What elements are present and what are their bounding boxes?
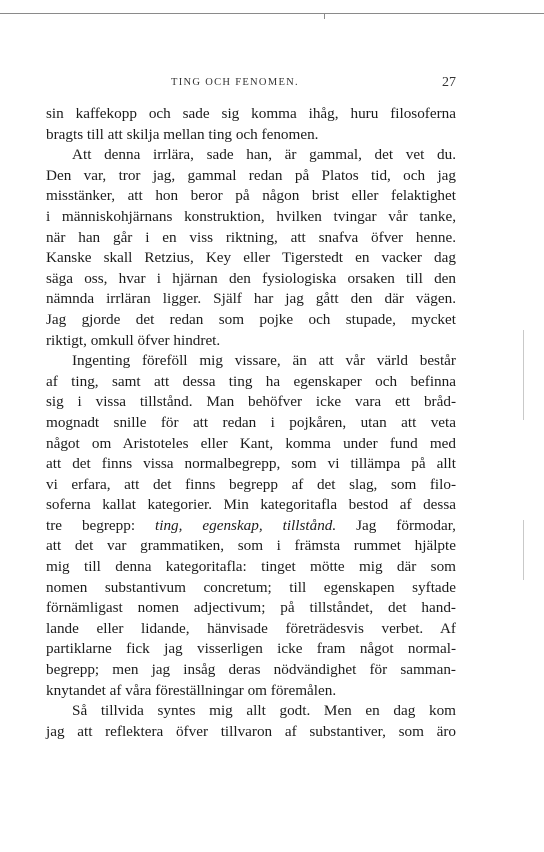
text-line: att det finns vissa normalbegrepp, som vi tillämpa på allt <box>46 455 456 473</box>
text-line: vi erfara, att det finns begrepp af det slag, som filo- <box>46 475 456 493</box>
text-span: tre begrepp: <box>46 516 156 534</box>
text-span: Jag förmodar, <box>336 516 456 534</box>
text-line: när han går i en viss riktning, att snafva öfver henne. <box>46 228 456 246</box>
text-line: mig till denna kategoritafla: tinget mötte mig där som <box>46 558 456 576</box>
scan-edge-tick <box>324 13 325 19</box>
text-line: nomen substantivum concretum; till egenskapen syftade <box>46 578 456 596</box>
text-line: misstänker, att hon beror på någon brist eller felaktighet <box>46 187 456 205</box>
text-line: sig i vissa tillstånd. Man behöfver icke vara ett bråd- <box>46 393 456 411</box>
text-line: lande eller lidande, hänvisade företrädesvis verbet. Af <box>46 619 456 637</box>
text-line: jag att reflektera öfver tillvaron af substantiver, som äro <box>46 722 456 740</box>
text-line <box>46 516 456 537</box>
text-line: något om Aristoteles eller Kant, komma under fund med <box>46 434 456 452</box>
text-line: säga oss, hvar i hjärnan den fysiologiska orsaken till den <box>46 269 456 287</box>
text-line: knytandet af våra föreställningar om föremålen. <box>46 681 337 699</box>
running-head <box>0 75 544 91</box>
text-line: begrepp; men jag insåg deras nödvändighet för samman- <box>46 661 456 679</box>
text-line: sin kaffekopp och sade sig komma ihåg, huru filosoferna <box>46 105 456 122</box>
text-line: riktigt, omkull öfver hindret. <box>46 331 221 349</box>
text-line: att det var grammatiken, som i främsta rummet hjälpte <box>46 537 456 555</box>
text-line: Att denna irrlära, sade han, är gammal, det vet du. <box>72 146 456 164</box>
text-line: mognadt snille för att redan i pojkåren, utan att veta <box>46 413 456 431</box>
scan-edge-rule <box>0 13 544 14</box>
running-title: TING OCH FENOMEN. <box>171 77 299 88</box>
text-line: Så tillvida syntes mig allt godt. Men en dag kom <box>72 702 456 720</box>
italic-categories: ting, egenskap, tillstånd. <box>155 516 337 534</box>
text-line: partiklarne fick jag visserligen icke fram något normal- <box>46 640 456 658</box>
text-line: förnämligast nomen adjectivum; på tillståndet, det hand- <box>46 599 456 617</box>
page-edge-shadow <box>523 330 524 420</box>
text-line: soferna kallat kategorier. Min kategoritafla bestod af dessa <box>46 496 456 514</box>
text-line: Kanske skall Retzius, Key eller Tigerstedt en vacker dag <box>46 249 456 267</box>
page-number: 27 <box>442 75 456 90</box>
text-line: Jag gjorde det redan som pojke och stupade, mycket <box>46 310 456 328</box>
page-edge-shadow <box>523 520 524 580</box>
text-line: bragts till att skilja mellan ting och fenomen. <box>46 125 319 143</box>
text-line: i människohjärnans konstruktion, hvilken tvingar vår tanke, <box>46 207 456 225</box>
body-text <box>46 104 456 742</box>
text-line: Den var, tror jag, gammal redan på Platos tid, och jag <box>46 166 456 184</box>
text-line: af ting, samt att dessa ting ha egenskaper och befinna <box>46 372 456 390</box>
text-line: Ingenting föreföll mig vissare, än att vår värld består <box>72 352 456 370</box>
text-line: nämnda irrläran ligger. Själf har jag gått den där vägen. <box>46 290 456 308</box>
